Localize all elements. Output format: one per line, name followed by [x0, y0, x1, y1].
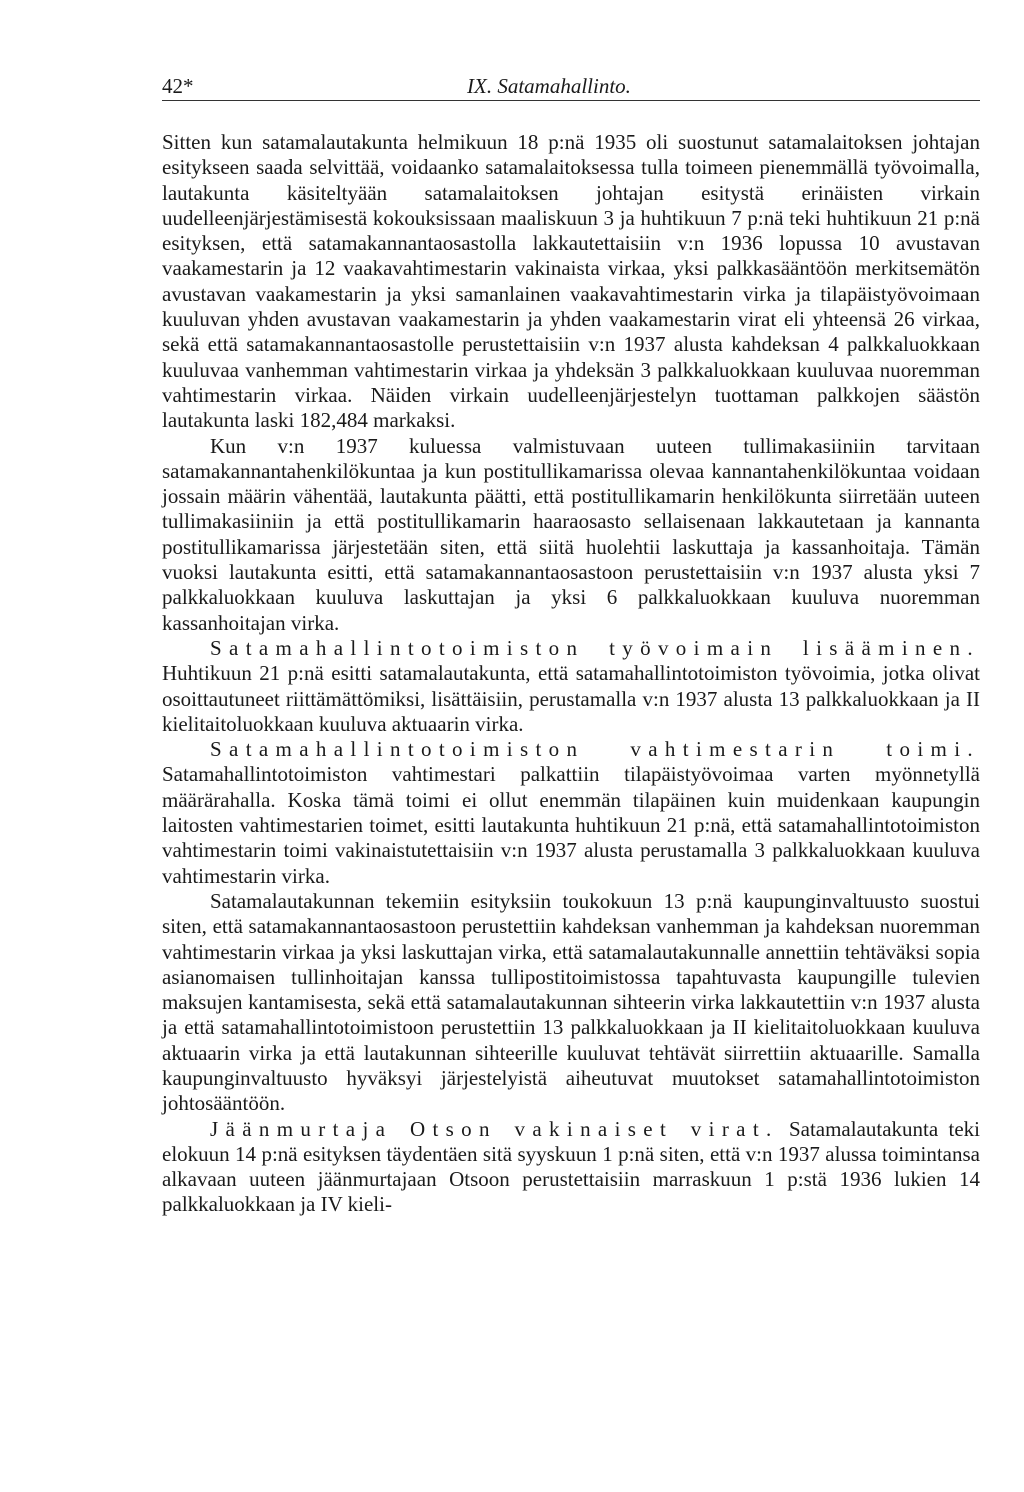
page-header: [162, 70, 980, 101]
section-heading: Jäänmurtaja Otson vakinaiset virat.: [210, 1116, 779, 1141]
paragraph-1: Sitten kun satamalautakunta helmikuun 18 p:nä 1935 oli suostunut satamalaitoksen johtajan esitykseen saada selvittää, voidaanko satamalaitoksessa tulla toimeen pienemmällä työvoimalla, lautakunta käsiteltyään satamalaitoksen johtajan esitystä erinäisten virkain uudelleenjärjestämisestä kokouksissaan maaliskuun 3 ja huhtikuun 7 p:nä teki huhtikuun 21 p:nä esityksen, että satamakannantaosastolla lakkautettaisiin v:n 1936 lopussa 10 avustavan vaakamestarin ja 12 vaakavahtimestarin vakinaista virkaa, yksi palkkasääntöön merkitsemätön avustavan vaakamestarin ja yksi samanlainen vaakavahtimestarin virka ja tilapäistyövoimaan kuuluvan yhden avustavan vaakamestarin ja yhden vaakamestarin virat eli yhteensä 26 virkaa, sekä että satamakannantaosastolle perustettaisiin v:n 1937 alusta kahdeksan 4 palkkaluokkaan kuuluvaa vanhemman vahtimestarin virkaa ja yhdeksän 3 palkkaluokkaan kuuluvaa nuoremman vahtimestarin virkaa. Näiden virkain uudelleenjärjestelyn tuottaman palkkojen säästön lautakunta laski 182,484 markaksi.: [162, 130, 980, 433]
section-heading: Satamahallintotoimiston vahtimestarin toimi.: [210, 737, 980, 762]
body-text: [162, 130, 980, 1218]
paragraph-6: [162, 1117, 980, 1218]
paragraph-3: [162, 636, 980, 737]
paragraph-4: [162, 737, 980, 889]
section-heading: Satamahallintotoimiston työvoimain lisääminen.: [210, 635, 980, 660]
running-title: IX. Satamahallinto.: [467, 74, 631, 98]
paragraph-2: Kun v:n 1937 kuluessa valmistuvaan uuteen tullimakasiiniin tarvitaan satamakannantahenkilökuntaa ja kun postitullikamarissa olevaa kannantahenkilökuntaa voidaan jossain määrin vähentää, lautakunta päätti, että postitullikamarin henkilökunta siirretään uuteen tullimakasiiniin ja että postitullikamarin haaraosasto sellaisenaan lakkautetaan ja kannanta postitullikamarissa järjestetään siten, että siitä huolehtii laskuttaja ja kassanhoitaja. Tämän vuoksi lautakunta esitti, että satamakannantaosastoon perustettaisiin v:n 1937 alusta yksi 7 palkkaluokkaan kuuluva laskuttajan ja yksi 6 palkkaluokkaan kuuluva nuoremman kassanhoitajan virka.: [162, 433, 980, 635]
paragraph-text: Satamalautakunta teki elokuun 14 p:nä esityksen täydentäen sitä syyskuun 1 p:nä siten, että v:n 1937 alussa toimintansa alkavaan uuteen jäänmurtajaan Otsoon perustettaisiin marraskuun 1 p:stä 1936 lukien 14 palkkaluokkaan ja IV kieli-: [162, 1116, 980, 1217]
paragraph-5: Satamalautakunnan tekemiin esityksiin toukokuun 13 p:nä kaupunginvaltuusto suostui siten, että satamakannantaosastoon perustettiin kahdeksan vanhemman ja kahdeksan nuoremman vahtimestarin virkaa ja yksi laskuttajan virka, että satamalautakunnalle annettiin tehtäväksi sopia asianomaisen tullinhoitajan kanssa tullipostitoimistossa tapahtuvasta kaupungille tulevien maksujen kantamisesta, sekä että satamalautakunnan sihteerin virka lakkautettiin v:n 1937 alusta ja että satamahallintotoimistoon perustettiin 13 palkkaluokkaan ja II kielitaitoluokkaan kuuluva aktuaarin virka ja että lautakunnan sihteerille kuuluvat tehtävät siirrettiin aktuaarille. Samalla kaupunginvaltuusto hyväksyi järjestelyistä aiheutuvat muutokset satamahallintotoimiston johtosääntöön.: [162, 888, 980, 1116]
page-number: 42*: [162, 74, 194, 98]
paragraph-text: Huhtikuun 21 p:nä esitti satamalautakunta, että satamahallintotoimiston työvoimia, jotka olivat osoittautuneet riittämättömiksi, lisättäisiin, perustamalla v:n 1937 alusta 13 palkkaluokkaan ja II kielitaitoluokkaan kuuluva aktuaarin virka.: [162, 661, 980, 736]
paragraph-text: Satamahallintotoimiston vahtimestari palkattiin tilapäistyövoimaa varten myönnetyllä määrärahalla. Koska tämä toimi ei ollut enemmän tilapäinen kuin muidenkaan kaupungin laitosten vahtimestarien toimet, esitti lautakunta huhtikuun 21 p:nä, että satamahallintotoimiston vahtimestarin toimi vakinaistutettaisiin v:n 1937 alusta perustamalla 3 palkkaluokkaan kuuluva vahtimestarin virka.: [162, 762, 980, 888]
